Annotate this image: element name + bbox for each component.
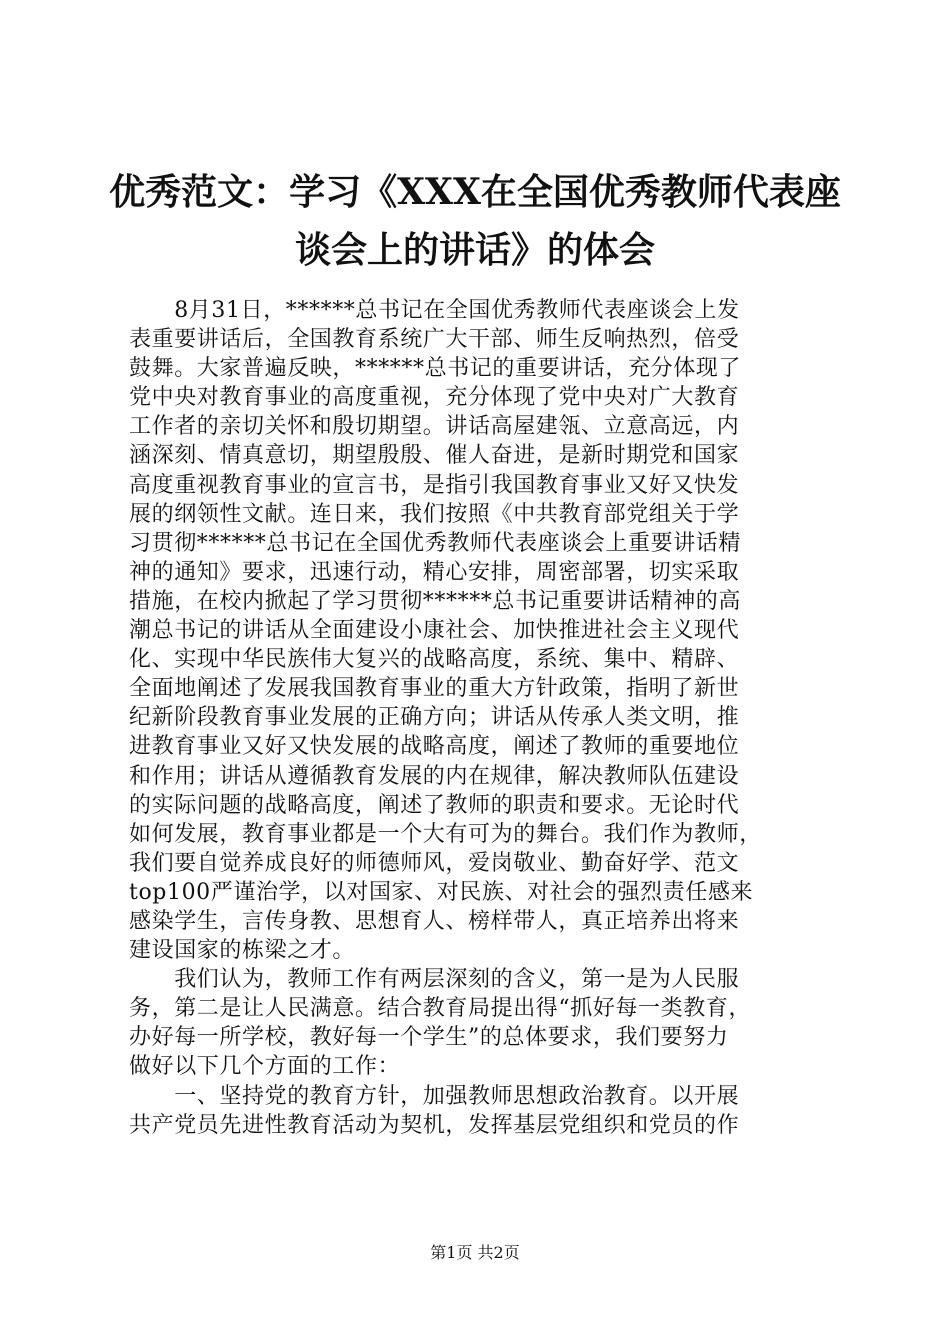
body-line: 的实际问题的战略高度，阐述了教师的职责和要求。无论时代 bbox=[129, 792, 740, 818]
body-line: 如何发展，教育事业都是一个大有可为的舞台。我们作为教师， bbox=[129, 821, 762, 847]
body-line: 潮总书记的讲话从全面建设小康社会、加快推进社会主义现代 bbox=[129, 618, 740, 644]
body-line: 全面地阐述了发展我国教育事业的重大方针政策，指明了新世 bbox=[129, 676, 740, 702]
body-line: 建设国家的栋梁之才。 bbox=[129, 938, 356, 964]
body-line: 共产党员先进性教育活动为契机，发挥基层党组织和党员的作 bbox=[129, 1112, 740, 1138]
body-line: 工作者的亲切关怀和殷切期望。讲话高屋建瓴、立意高远，内 bbox=[129, 414, 740, 440]
body-line: 8月31日，******总书记在全国优秀教师代表座谈会上发 bbox=[129, 298, 740, 323]
body-line: 化、实现中华民族伟大复兴的战略高度，系统、集中、精辟、 bbox=[129, 647, 740, 673]
body-line: 鼓舞。大家普遍反映，******总书记的重要讲话，充分体现了 bbox=[129, 356, 742, 382]
body-line: 措施，在校内掀起了学习贯彻******总书记重要讲话精神的高 bbox=[129, 588, 742, 614]
body-line: 做好以下几个方面的工作： bbox=[129, 1054, 401, 1080]
body-line: top100严谨治学，以对国家、对民族、对社会的强烈责任感来 bbox=[129, 879, 754, 905]
body-line: 涵深刻、情真意切，期望殷殷、催人奋进，是新时期党和国家 bbox=[129, 443, 740, 469]
body-line: 感染学生，言传身教、思想育人、榜样带人，真正培养出将来 bbox=[129, 908, 740, 934]
body-line: 和作用；讲话从遵循教育发展的内在规律，解决教师队伍建设 bbox=[129, 763, 740, 789]
title-line-2: 谈会上的讲话》的体会 bbox=[294, 229, 655, 271]
page-footer: 第1页 共2页 bbox=[430, 1243, 520, 1262]
body-line: 务，第二是让人民满意。结合教育局提出得“抓好每一类教育， bbox=[129, 996, 752, 1022]
body-line: 表重要讲话后，全国教育系统广大干部、师生反响热烈，倍受 bbox=[129, 327, 740, 353]
body-line: 我们要自觉养成良好的师德师风，爱岗敬业、勤奋好学、范文 bbox=[129, 850, 740, 876]
document-title bbox=[95, 163, 855, 279]
body-line: 纪新阶段教育事业发展的正确方向；讲话从传承人类文明，推 bbox=[129, 705, 740, 731]
body-line: 展的纲领性文献。连日来，我们按照《中共教育部党组关于学 bbox=[129, 501, 740, 527]
body-line: 神的通知》要求，迅速行动，精心安排，周密部署，切实采取 bbox=[129, 559, 740, 585]
body-line: 习贯彻******总书记在全国优秀教师代表座谈会上重要讲话精 bbox=[129, 530, 742, 556]
body-line: 办好每一所学校，教好每一个学生”的总体要求，我们要努力 bbox=[129, 1025, 729, 1051]
document-body bbox=[129, 296, 829, 1140]
body-line: 进教育事业又好又快发展的战略高度，阐述了教师的重要地位 bbox=[129, 734, 740, 760]
body-line: 一、坚持党的教育方针，加强教师思想政治教育。以开展 bbox=[129, 1083, 740, 1109]
body-line: 我们认为，教师工作有两层深刻的含义，第一是为人民服 bbox=[129, 967, 740, 993]
body-line: 党中央对教育事业的高度重视，充分体现了党中央对广大教育 bbox=[129, 385, 740, 411]
title-line-1: 优秀范文：学习《XXX在全国优秀教师代表座 bbox=[109, 171, 841, 213]
body-line: 高度重视教育事业的宣言书，是指引我国教育事业又好又快发 bbox=[129, 472, 740, 498]
